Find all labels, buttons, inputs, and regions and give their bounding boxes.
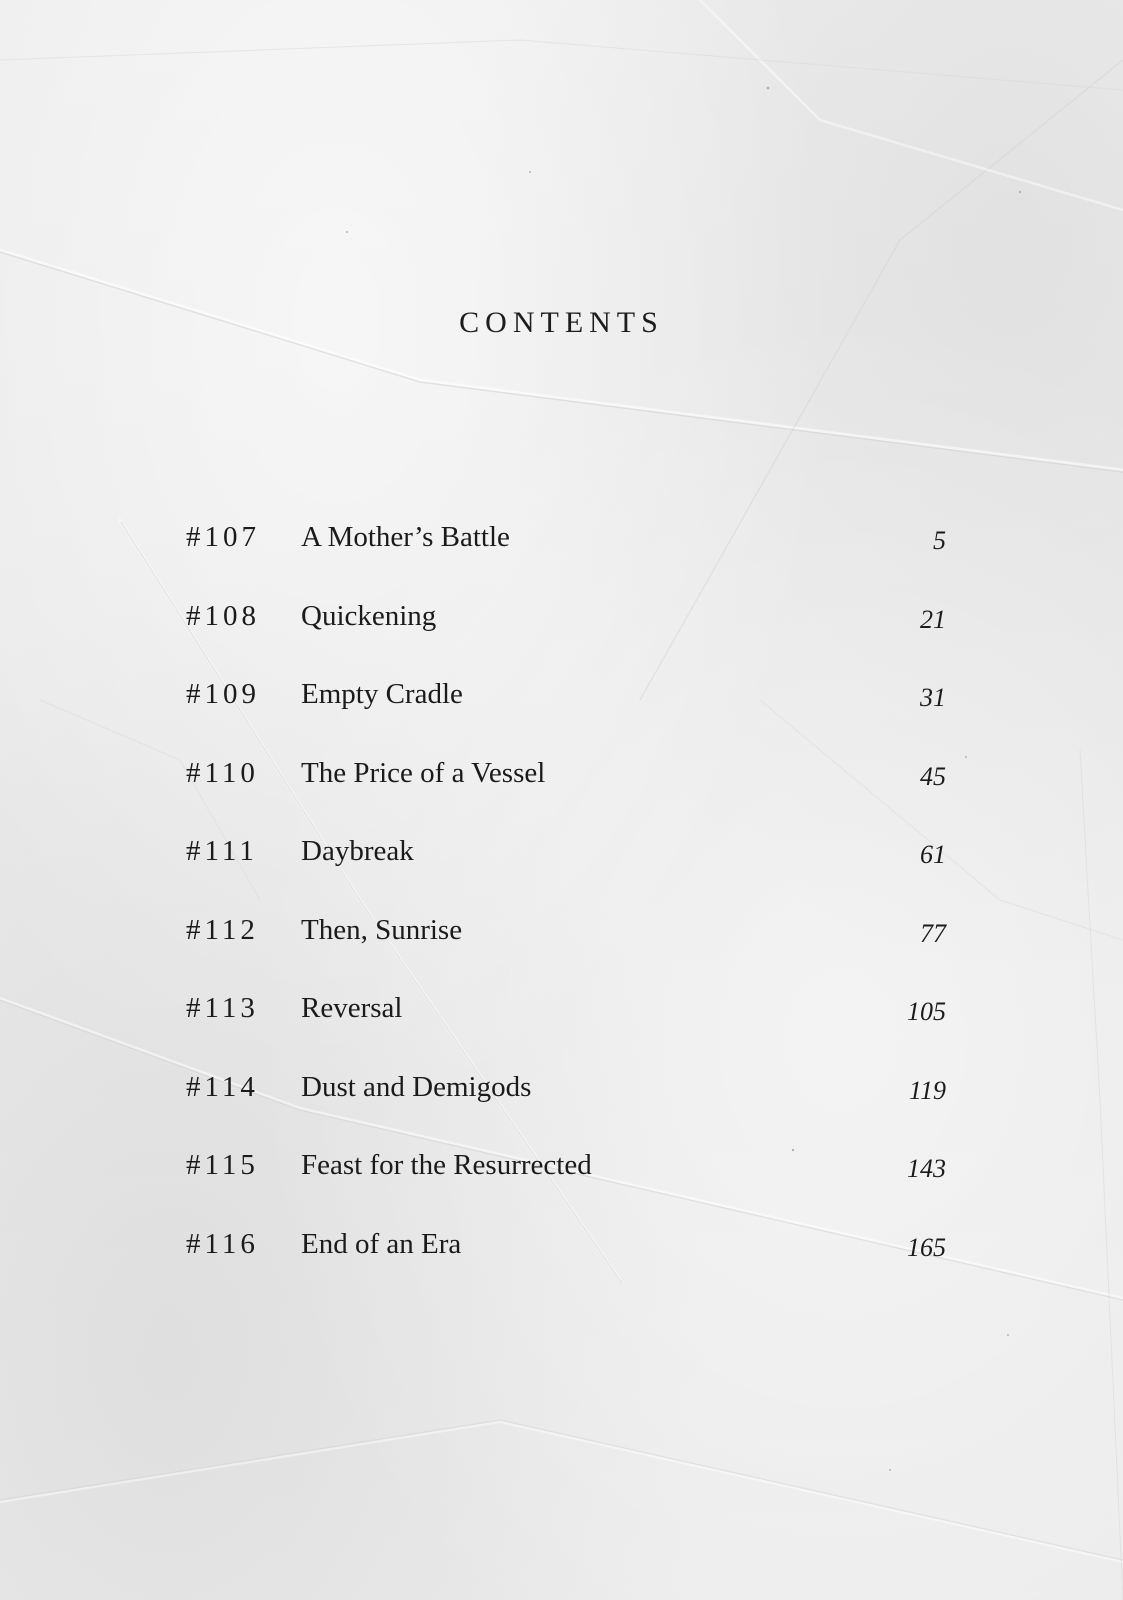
chapter-number: #109 [186, 678, 260, 710]
chapter-number: #113 [186, 992, 259, 1024]
toc-entry [186, 1148, 962, 1227]
toc-entry [186, 520, 962, 599]
toc-entry [186, 599, 962, 678]
toc-entry [186, 991, 962, 1070]
chapter-title: End of an Era [301, 1227, 462, 1260]
table-of-contents [186, 520, 962, 1305]
page-number: 31 [920, 683, 946, 712]
page-number: 61 [920, 840, 946, 869]
chapter-number: #116 [186, 1227, 259, 1260]
chapter-title: Daybreak [301, 835, 414, 867]
toc-entry [186, 677, 962, 756]
toc-entry [186, 1227, 962, 1306]
chapter-title: Reversal [301, 992, 403, 1024]
chapter-title: The Price of a Vessel [301, 756, 546, 789]
page-title: CONTENTS [459, 306, 664, 339]
chapter-number: #115 [186, 1149, 259, 1181]
page-number: 143 [907, 1154, 946, 1183]
chapter-number: #107 [186, 521, 260, 553]
toc-entry [186, 834, 962, 913]
page-number: 165 [907, 1232, 946, 1262]
page-number: 119 [908, 1075, 946, 1105]
chapter-number: #112 [186, 913, 259, 946]
page-number: 21 [920, 604, 946, 634]
chapter-number: #111 [186, 835, 258, 867]
chapter-title: A Mother’s Battle [301, 521, 510, 553]
chapter-number: #110 [186, 756, 259, 789]
toc-entry [186, 1070, 962, 1149]
chapter-title: Quickening [301, 599, 437, 632]
toc-entry [186, 913, 962, 992]
page-number: 45 [920, 761, 946, 791]
chapter-title: Feast for the Resurrected [301, 1149, 592, 1181]
chapter-title: Then, Sunrise [301, 913, 463, 946]
chapter-title: Dust and Demigods [301, 1070, 532, 1103]
page-number: 77 [920, 918, 946, 948]
page-number: 105 [907, 997, 946, 1026]
chapter-number: #114 [186, 1070, 259, 1103]
chapter-title: Empty Cradle [301, 678, 463, 710]
toc-entry [186, 756, 962, 835]
page-number: 5 [933, 526, 946, 555]
chapter-number: #108 [186, 599, 260, 632]
